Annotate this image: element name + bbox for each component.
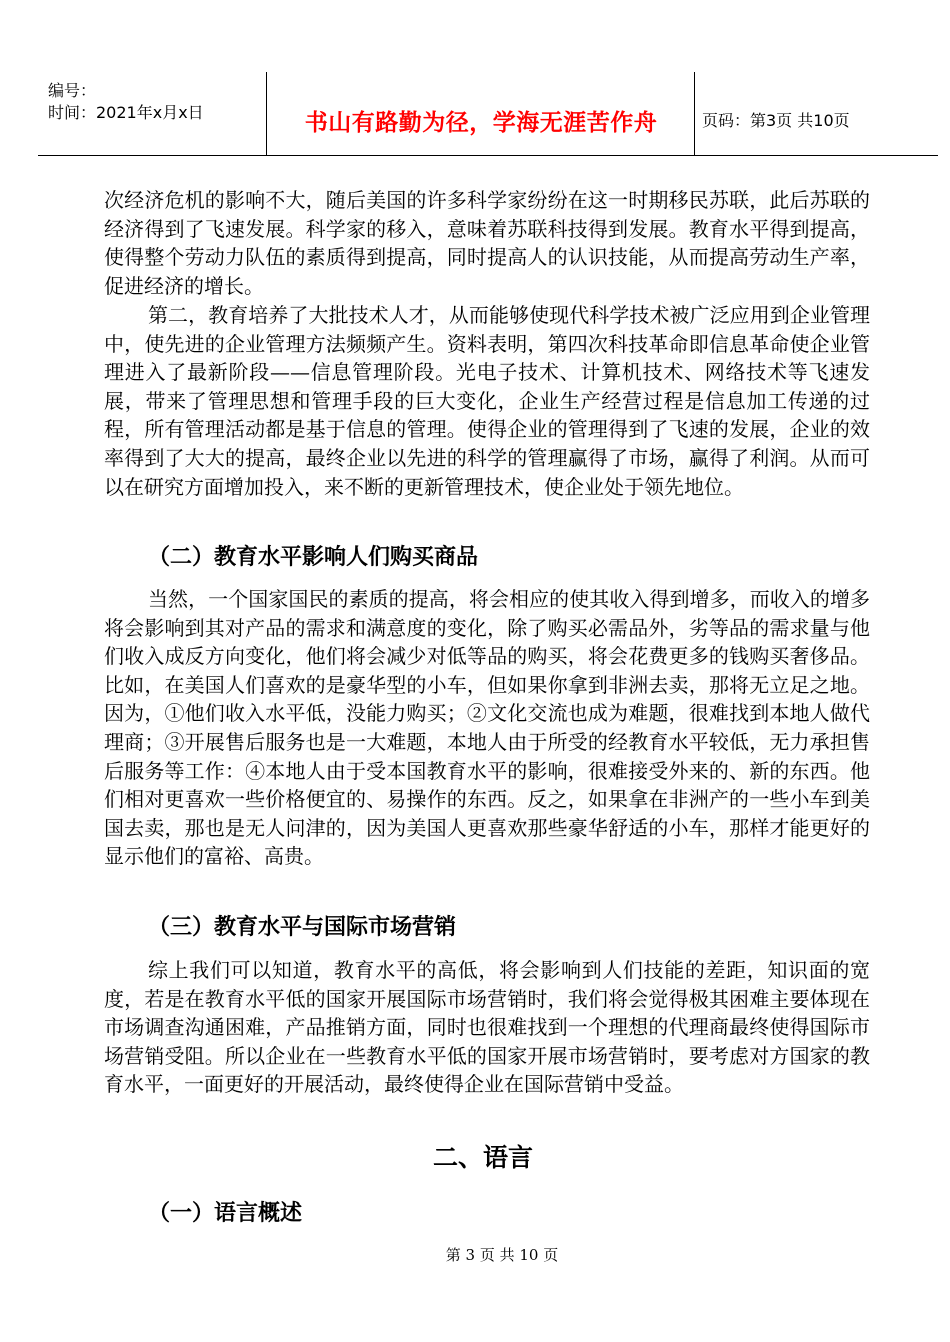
body-paragraph: 次经济危机的影响不大，随后美国的许多科学家纷纷在这一时期移民苏联，此后苏联的经济得到了飞速发展。科学家的移入，意味着苏联科技得到发展。教育水平得到提高，使得整个劳动力队伍的素质得到提高，同时提高人的认识技能，从而提高劳动生产率，促进经济的增长。 [104, 188, 870, 298]
number-label: 编号： [48, 81, 97, 100]
section-heading: （一）语言概述 [148, 1201, 303, 1226]
page-footer: 第 3 页 共 10 页 [445, 1246, 559, 1264]
header-motto: 书山有路勤为径，学海无涯苦作舟 [304, 110, 658, 136]
header-meta [48, 80, 204, 124]
section-heading: （二）教育水平影响人们购买商品 [148, 545, 479, 570]
chapter-heading: 二、语言 [432, 1143, 533, 1172]
header-page-info: 页码：第3页 共10页 [702, 111, 850, 130]
section-heading: （三）教育水平与国际市场营销 [148, 915, 457, 940]
body-paragraph: 第二，教育培养了大批技术人才，从而能够使现代科学技术被广泛应用到企业管理中，使先进的企业管理方法频频产生。资料表明，第四次科技革命即信息革命使企业管理进入了最新阶段——信息管理阶段。光电子技术、计算机技术、网络技术等飞速发展，带来了管理思想和管理手段的巨大变化，企业生产经营过程是信息加工传递的过程，所有管理活动都是基于信息的管理。使得企业的管理得到了飞速的发展，企业的效率得到了大大的提高，最终企业以先进的科学的管理赢得了市场，赢得了利润。从而可以在研究方面增加投入，来不断的更新管理技术，使企业处于领先地位。 [104, 303, 870, 499]
header-divider [266, 72, 267, 156]
body-paragraph: 综上我们可以知道，教育水平的高低，将会影响到人们技能的差距，知识面的宽度，若是在教育水平低的国家开展国际市场营销时，我们将会觉得极其困难主要体现在市场调查沟通困难，产品推销方面，同时也很难找到一个理想的代理商最终使得国际市场营销受阻。所以企业在一些教育水平低的国家开展市场营销时，要考虑对方国家的教育水平，一面更好的开展活动，最终使得企业在国际营销中受益。 [104, 958, 870, 1097]
header-divider [694, 72, 695, 156]
body-paragraph: 当然，一个国家国民的素质的提高，将会相应的使其收入得到增多，而收入的增多将会影响到其对产品的需求和满意度的变化，除了购买必需品外，劣等品的需求量与他们收入成反方向变化，他们将会减少对低等品的购买，将会花费更多的钱购买奢侈品。比如，在美国人们喜欢的是豪华型的小车，但如果你拿到非洲去卖，那将无立足之地。因为，①他们收入水平低，没能力购买；②文化交流也成为难题，很难找到本地人做代理商；③开展售后服务也是一大难题，本地人由于所受的经教育水平较低，无力承担售后服务等工作：④本地人由于受本国教育水平的影响，很难接受外来的、新的东西。他们相对更喜欢一些价格便宜的、易操作的东西。反之，如果拿在非洲产的一些小车到美国去卖，那也是无人问津的，因为美国人更喜欢那些豪华舒适的小车，那样才能更好的显示他们的富裕、高贵。 [104, 587, 870, 869]
page-header [38, 72, 938, 156]
time-label: 时间：2021年x月x日 [48, 103, 204, 122]
header-rule [38, 155, 938, 156]
